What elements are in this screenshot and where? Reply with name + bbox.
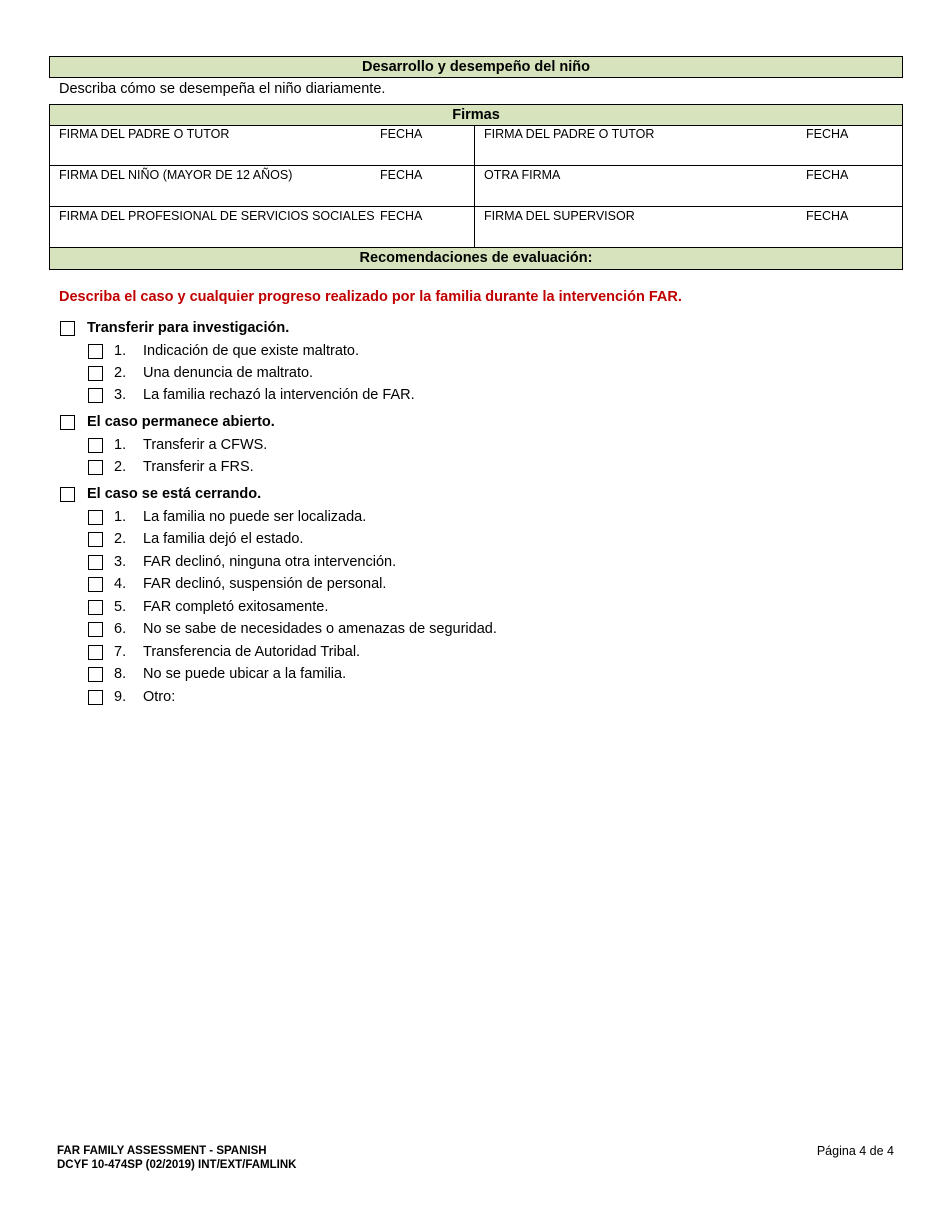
item-number: 4.	[114, 576, 127, 592]
item-label: No se sabe de necesidades o amenazas de seguridad.	[143, 621, 497, 637]
signature-label: FIRMA DEL PADRE O TUTOR	[484, 127, 655, 141]
case-closing-checkbox[interactable]	[60, 487, 75, 502]
signatures-section-header: Firmas	[49, 104, 903, 126]
item-label: No se puede ubicar a la familia.	[143, 666, 347, 682]
signature-field[interactable]	[50, 207, 475, 247]
item-label: Indicación de que existe maltrato.	[143, 343, 360, 359]
item-checkbox[interactable]	[88, 622, 103, 637]
item-number: 3.	[114, 554, 127, 570]
form-footer	[57, 1144, 296, 1172]
item-checkbox[interactable]	[88, 344, 103, 359]
form-code: DCYF 10-474SP (02/2019) INT/EXT/FAMLINK	[57, 1159, 297, 1171]
item-label: La familia dejó el estado.	[143, 531, 304, 547]
item-number: 1.	[114, 437, 127, 453]
item-checkbox[interactable]	[88, 645, 103, 660]
item-number: 8.	[114, 666, 127, 682]
case-remains-open-checkbox[interactable]	[60, 415, 75, 430]
item-number: 2.	[114, 531, 127, 547]
date-label: FECHA	[806, 209, 849, 223]
signature-field[interactable]	[50, 166, 475, 206]
item-checkbox[interactable]	[88, 600, 103, 615]
item-number: 2.	[114, 365, 127, 381]
signature-field[interactable]	[50, 125, 475, 165]
group-title: El caso permanece abierto.	[87, 414, 275, 430]
signature-field[interactable]	[475, 207, 902, 247]
date-label: FECHA	[380, 168, 423, 182]
item-label: Transferir a CFWS.	[143, 437, 268, 453]
item-checkbox[interactable]	[88, 366, 103, 381]
signature-field[interactable]	[475, 125, 902, 165]
item-number: 2.	[114, 459, 127, 475]
recommendations-section-header: Recomendaciones de evaluación:	[49, 247, 903, 270]
signature-label: FIRMA DEL NIÑO (MAYOR DE 12 AÑOS)	[59, 168, 293, 182]
case-instruction: Describa el caso y cualquier progreso realizado por la familia durante la intervención FAR.	[59, 289, 682, 305]
item-number: 9.	[114, 689, 127, 705]
item-label: FAR completó exitosamente.	[143, 599, 329, 615]
date-label: FECHA	[380, 127, 423, 141]
item-number: 7.	[114, 644, 127, 660]
group-title: El caso se está cerrando.	[87, 486, 262, 502]
item-label: FAR declinó, ninguna otra intervención.	[143, 554, 397, 570]
development-section-header: Desarrollo y desempeño del niño	[49, 56, 903, 78]
signature-label: OTRA FIRMA	[484, 168, 561, 182]
transfer-investigation-checkbox[interactable]	[60, 321, 75, 336]
item-number: 5.	[114, 599, 127, 615]
item-checkbox[interactable]	[88, 388, 103, 403]
date-label: FECHA	[806, 168, 849, 182]
item-checkbox[interactable]	[88, 460, 103, 475]
signature-row	[50, 166, 902, 207]
item-number: 1.	[114, 343, 127, 359]
item-checkbox[interactable]	[88, 690, 103, 705]
signature-row	[50, 207, 902, 247]
date-label: FECHA	[380, 209, 423, 223]
form-title: FAR FAMILY ASSESSMENT - SPANISH	[57, 1145, 267, 1157]
item-checkbox[interactable]	[88, 577, 103, 592]
item-checkbox[interactable]	[88, 555, 103, 570]
date-label: FECHA	[806, 127, 849, 141]
signature-label: FIRMA DEL SUPERVISOR	[484, 209, 635, 223]
item-label: La familia no puede ser localizada.	[143, 509, 367, 525]
signature-label: FIRMA DEL PADRE O TUTOR	[59, 127, 230, 141]
signature-table	[49, 125, 903, 248]
item-checkbox[interactable]	[88, 532, 103, 547]
item-label: Otro:	[143, 689, 176, 705]
page-number: Página 4 de 4	[816, 1144, 894, 1158]
item-number: 1.	[114, 509, 127, 525]
item-checkbox[interactable]	[88, 438, 103, 453]
signature-field[interactable]	[475, 166, 902, 206]
group-title: Transferir para investigación.	[87, 320, 290, 336]
signature-row	[50, 125, 902, 166]
item-label: Transferencia de Autoridad Tribal.	[143, 644, 361, 660]
item-number: 3.	[114, 387, 127, 403]
item-checkbox[interactable]	[88, 510, 103, 525]
item-label: Una denuncia de maltrato.	[143, 365, 314, 381]
item-label: FAR declinó, suspensión de personal.	[143, 576, 387, 592]
signature-label: FIRMA DEL PROFESIONAL DE SERVICIOS SOCIALES	[59, 209, 375, 223]
item-number: 6.	[114, 621, 127, 637]
item-label: Transferir a FRS.	[143, 459, 254, 475]
development-prompt: Describa cómo se desempeña el niño diariamente.	[59, 81, 386, 97]
item-label: La familia rechazó la intervención de FAR.	[143, 387, 415, 403]
item-checkbox[interactable]	[88, 667, 103, 682]
